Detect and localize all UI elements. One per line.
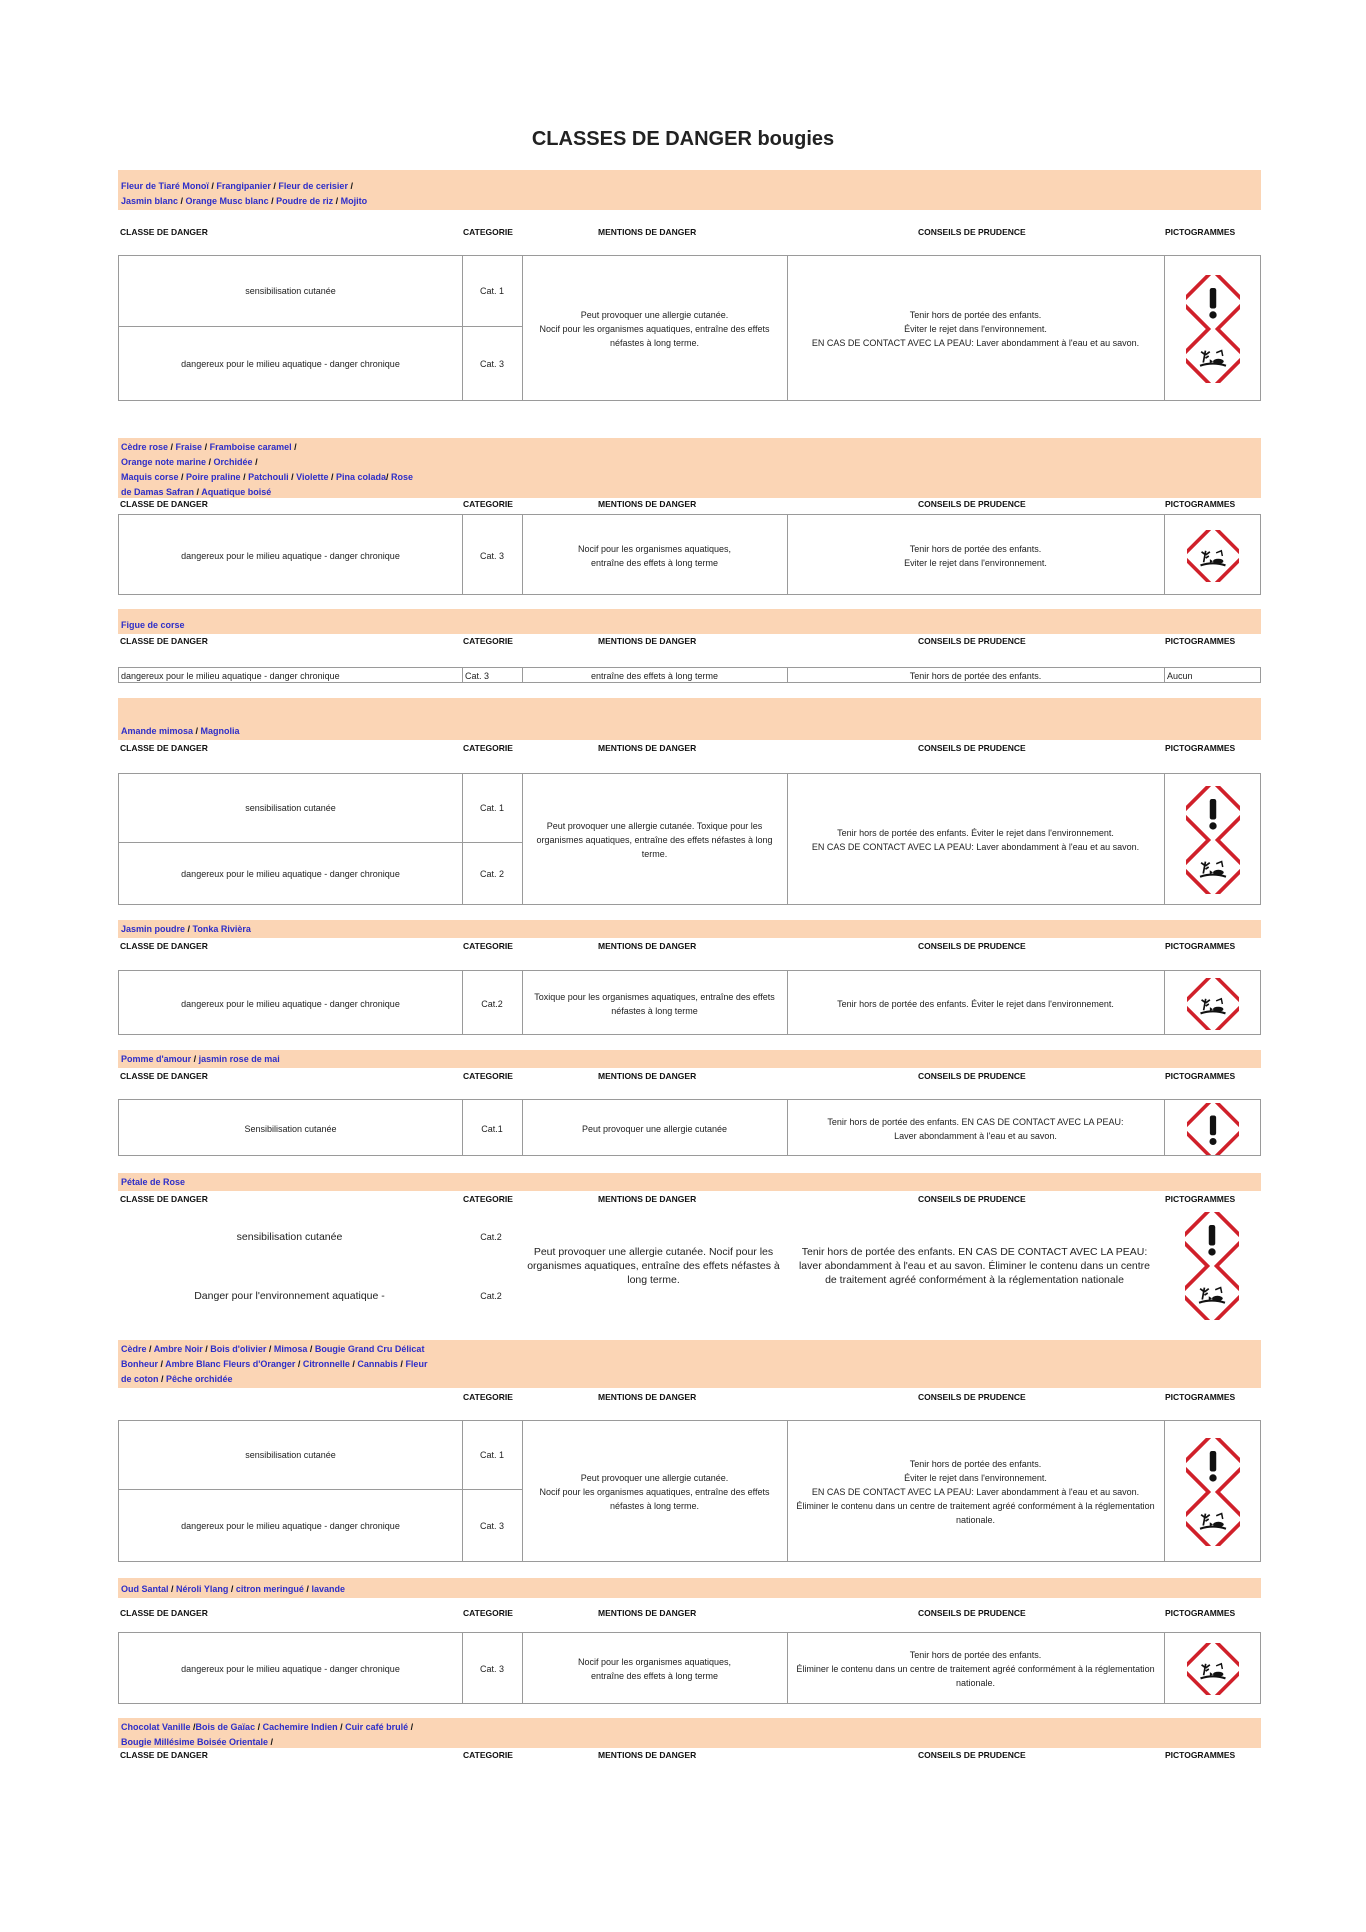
name-separator: / bbox=[266, 1344, 274, 1354]
hazard-class: sensibilisation cutanée bbox=[245, 1450, 336, 1460]
perfume-name: Orchidée bbox=[213, 457, 253, 467]
table-header bbox=[118, 636, 1261, 650]
table-header bbox=[118, 227, 1261, 241]
name-separator: / bbox=[295, 1359, 303, 1369]
perfume-names bbox=[121, 1582, 1258, 1597]
perfume-name: Mojito bbox=[340, 196, 368, 206]
header-pictogrammes: PICTOGRAMMES bbox=[1165, 1750, 1236, 1760]
hazard-table bbox=[118, 970, 1261, 1035]
perfume-name: Ambre Blanc Fleurs d'Oranger bbox=[165, 1359, 296, 1369]
perfume-names-line bbox=[121, 194, 1258, 209]
hazard-category: Cat. 3 bbox=[479, 1664, 504, 1674]
perfume-name: de coton bbox=[121, 1374, 159, 1384]
precautionary-statements: Tenir hors de portée des enfants. Éviter le rejet dans l'environnement. bbox=[837, 998, 1114, 1009]
header-conseils: CONSEILS DE PRUDENCE bbox=[918, 227, 1026, 237]
hazard-table bbox=[118, 1207, 1261, 1325]
perfume-names-line bbox=[121, 1175, 1258, 1190]
hazard-statements: Nocif pour les organismes aquatiques, entraîne des effets à long terme bbox=[577, 543, 732, 568]
table-header bbox=[118, 1608, 1261, 1622]
exclamation-hazard-icon bbox=[1185, 1212, 1239, 1266]
perfume-name: Patchouli bbox=[248, 472, 289, 482]
table-header bbox=[118, 1071, 1261, 1085]
table-header bbox=[118, 499, 1261, 513]
header-conseils: CONSEILS DE PRUDENCE bbox=[918, 499, 1026, 509]
column-divider bbox=[1164, 256, 1165, 400]
name-separator: / bbox=[158, 1359, 166, 1369]
perfume-name: Fleur bbox=[405, 1359, 428, 1369]
header-mentions: MENTIONS DE DANGER bbox=[598, 1750, 697, 1760]
hazard-class: Sensibilisation cutanée bbox=[244, 1123, 337, 1134]
precautionary-statements: Tenir hors de portée des enfants. EN CAS DE CONTACT AVEC LA PEAU: Laver abondamment à l'eau et au savon. bbox=[827, 1116, 1124, 1141]
hazard-category: Cat. 1 bbox=[479, 286, 504, 296]
name-separator: / bbox=[268, 1737, 274, 1747]
name-separator: / bbox=[190, 1722, 196, 1732]
perfume-name: Bonheur bbox=[121, 1359, 158, 1369]
perfume-name: Poire praline bbox=[186, 472, 241, 482]
environment-hazard-icon bbox=[1185, 1266, 1239, 1320]
hazard-table bbox=[118, 1632, 1261, 1704]
perfume-name: Fraise bbox=[175, 442, 203, 452]
precautionary-statements: Tenir hors de portée des enfants. Éviter le rejet dans l'environnement. EN CAS DE CONTACT AVEC LA PEAU: Laver abondamment à l'eau et au savon. Éliminer le contenu dans un centre de traitement agréé conformément à la réglementation nationale. bbox=[796, 1459, 1155, 1525]
header-mentions: MENTIONS DE DANGER bbox=[598, 1392, 697, 1402]
perfume-names-line bbox=[121, 618, 1258, 633]
hazard-category: Cat.2 bbox=[480, 1291, 502, 1301]
name-separator: / bbox=[208, 181, 217, 191]
perfume-name: Violette bbox=[296, 472, 329, 482]
perfume-name: citron meringué bbox=[235, 1584, 304, 1594]
table-header bbox=[118, 1750, 1261, 1764]
hazard-table bbox=[118, 773, 1261, 905]
table-header bbox=[118, 1392, 1261, 1406]
perfume-names bbox=[121, 922, 1258, 937]
perfume-name: Orange note marine bbox=[121, 457, 207, 467]
perfume-name: Orange Musc blanc bbox=[185, 196, 269, 206]
perfume-name: Cachemire Indien bbox=[262, 1722, 338, 1732]
name-separator: / bbox=[202, 1344, 211, 1354]
header-conseils: CONSEILS DE PRUDENCE bbox=[918, 1194, 1026, 1204]
perfume-name: Fleur de cerisier bbox=[278, 181, 348, 191]
header-mentions: MENTIONS DE DANGER bbox=[598, 1071, 697, 1081]
header-conseils: CONSEILS DE PRUDENCE bbox=[918, 1750, 1026, 1760]
column-divider bbox=[1164, 971, 1165, 1034]
perfume-names-line bbox=[121, 1342, 1258, 1357]
perfume-name: de Damas Safran bbox=[121, 487, 195, 497]
perfume-names bbox=[121, 1342, 1258, 1387]
name-separator: / bbox=[328, 472, 336, 482]
perfume-names bbox=[121, 440, 1258, 500]
perfume-name: Pomme d'amour bbox=[121, 1054, 192, 1064]
header-categorie: CATEGORIE bbox=[463, 1071, 513, 1081]
hazard-table bbox=[118, 1420, 1261, 1562]
perfume-names-band bbox=[118, 170, 1261, 210]
hazard-statements: Peut provoquer une allergie cutanée. Nocif pour les organismes aquatiques, entraîne des effets néfastes à long terme. bbox=[539, 1473, 770, 1511]
perfume-names-band bbox=[118, 1173, 1261, 1191]
perfume-names-line bbox=[121, 179, 1258, 194]
header-pictogrammes: PICTOGRAMMES bbox=[1165, 636, 1236, 646]
hazard-statements: entraîne des effets à long terme bbox=[591, 671, 718, 681]
hazard-category: Cat.2 bbox=[480, 1232, 502, 1242]
hazard-table bbox=[118, 1099, 1261, 1156]
header-categorie: CATEGORIE bbox=[463, 499, 513, 509]
perfume-names-line bbox=[121, 1372, 1258, 1387]
perfume-names-line bbox=[121, 470, 1258, 485]
header-conseils: CONSEILS DE PRUDENCE bbox=[918, 1608, 1026, 1618]
header-classe: CLASSE DE DANGER bbox=[120, 1071, 208, 1081]
perfume-name: Mimosa bbox=[273, 1344, 308, 1354]
hazard-statements: Peut provoquer une allergie cutanée. Toxique pour les organismes aquatiques, entraîne des effets néfastes à long terme. bbox=[536, 821, 773, 859]
perfume-name: Figue de corse bbox=[121, 620, 185, 630]
name-separator: / bbox=[303, 1584, 312, 1594]
perfume-name: Néroli Ylang bbox=[176, 1584, 229, 1594]
perfume-names-line bbox=[121, 440, 1258, 455]
hazard-class: sensibilisation cutanée bbox=[245, 803, 336, 813]
header-categorie: CATEGORIE bbox=[463, 743, 513, 753]
environment-hazard-icon bbox=[1186, 1492, 1240, 1546]
name-separator: / bbox=[255, 1722, 263, 1732]
perfume-name: Framboise caramel bbox=[209, 442, 292, 452]
name-separator: / bbox=[333, 196, 341, 206]
perfume-name: Amande mimosa bbox=[121, 726, 194, 736]
name-separator: / bbox=[291, 442, 297, 452]
header-conseils: CONSEILS DE PRUDENCE bbox=[918, 743, 1026, 753]
perfume-name: Pêche orchidée bbox=[166, 1374, 233, 1384]
name-separator: / bbox=[178, 196, 186, 206]
header-pictogrammes: PICTOGRAMMES bbox=[1165, 1392, 1236, 1402]
hazard-class: dangereux pour le milieu aquatique - danger chronique bbox=[181, 1521, 400, 1531]
environment-hazard-icon bbox=[1186, 840, 1240, 894]
perfume-name: Aquatique boisé bbox=[201, 487, 272, 497]
hazard-category: Cat. 3 bbox=[479, 359, 504, 369]
hazard-statements: Peut provoquer une allergie cutanée bbox=[581, 1123, 728, 1134]
hazard-table bbox=[118, 667, 1261, 683]
column-divider bbox=[1164, 515, 1165, 594]
column-divider bbox=[1164, 774, 1165, 904]
name-separator: / bbox=[193, 726, 201, 736]
name-separator: / bbox=[349, 1359, 358, 1369]
hazard-class: dangereux pour le milieu aquatique - danger chronique bbox=[181, 359, 400, 369]
header-pictogrammes: PICTOGRAMMES bbox=[1165, 227, 1236, 237]
table-header bbox=[118, 1194, 1261, 1208]
name-separator: / bbox=[307, 1344, 315, 1354]
header-mentions: MENTIONS DE DANGER bbox=[598, 1194, 697, 1204]
name-separator: / bbox=[228, 1584, 236, 1594]
exclamation-hazard-icon bbox=[1186, 786, 1240, 840]
header-classe: CLASSE DE DANGER bbox=[120, 636, 208, 646]
perfume-names-band bbox=[118, 438, 1261, 498]
table-header bbox=[118, 941, 1261, 955]
name-separator: / bbox=[178, 472, 187, 482]
exclamation-hazard-icon bbox=[1187, 1103, 1239, 1155]
name-separator: / bbox=[158, 1374, 167, 1384]
perfume-names-band bbox=[118, 698, 1261, 740]
perfume-name: Bougie Millésime Boisée Orientale bbox=[121, 1737, 269, 1747]
name-separator: / bbox=[202, 442, 210, 452]
header-mentions: MENTIONS DE DANGER bbox=[598, 499, 697, 509]
header-classe: CLASSE DE DANGER bbox=[120, 941, 208, 951]
column-divider bbox=[1164, 1100, 1165, 1155]
hazard-class: sensibilisation cutanée bbox=[236, 1231, 343, 1243]
perfume-names-band bbox=[118, 1340, 1261, 1388]
header-pictogrammes: PICTOGRAMMES bbox=[1165, 499, 1236, 509]
hazard-category: Cat.1 bbox=[481, 1123, 503, 1134]
perfume-name: Chocolat Vanille bbox=[121, 1722, 191, 1732]
perfume-name: Rose bbox=[391, 472, 414, 482]
perfume-name: Jasmin blanc bbox=[121, 196, 179, 206]
perfume-names bbox=[121, 724, 1258, 739]
name-separator: / bbox=[408, 1722, 414, 1732]
header-mentions: MENTIONS DE DANGER bbox=[598, 941, 697, 951]
header-categorie: CATEGORIE bbox=[463, 941, 513, 951]
pictogram-none: Aucun bbox=[1167, 671, 1193, 681]
perfume-name: Cèdre rose bbox=[121, 442, 169, 452]
header-conseils: CONSEILS DE PRUDENCE bbox=[918, 941, 1026, 951]
perfume-names bbox=[121, 1052, 1258, 1067]
perfume-name: Pétale de Rose bbox=[121, 1177, 186, 1187]
name-separator: / bbox=[347, 181, 353, 191]
header-categorie: CATEGORIE bbox=[463, 1392, 513, 1402]
precautionary-statements: Tenir hors de portée des enfants. Éviter le rejet dans l'environnement. EN CAS DE CONTACT AVEC LA PEAU: Laver abondamment à l'eau et au savon. bbox=[811, 828, 1140, 852]
header-mentions: MENTIONS DE DANGER bbox=[598, 1608, 697, 1618]
hazard-statements: Peut provoquer une allergie cutanée. Nocif pour les organismes aquatiques, entraîne des effets néfastes à long terme. bbox=[527, 1246, 780, 1286]
perfume-names-line bbox=[121, 1357, 1258, 1372]
hazard-class: dangereux pour le milieu aquatique - danger chronique bbox=[181, 869, 400, 879]
perfume-names-band bbox=[118, 609, 1261, 634]
header-categorie: CATEGORIE bbox=[463, 1194, 513, 1204]
hazard-class: dangereux pour le milieu aquatique - danger chronique bbox=[181, 550, 400, 561]
header-classe: CLASSE DE DANGER bbox=[120, 1608, 208, 1618]
header-classe: CLASSE DE DANGER bbox=[120, 227, 208, 237]
name-separator: / bbox=[288, 472, 297, 482]
header-categorie: CATEGORIE bbox=[463, 1750, 513, 1760]
perfume-names-line bbox=[121, 724, 1258, 739]
perfume-name: Tonka Rivièra bbox=[192, 924, 251, 934]
precautionary-statements: Tenir hors de portée des enfants. bbox=[909, 671, 1042, 681]
precautionary-statements: Tenir hors de portée des enfants. Éliminer le contenu dans un centre de traitement agréé conformément à la réglementation nationale. bbox=[796, 1650, 1155, 1688]
perfume-name: Citronnelle bbox=[302, 1359, 350, 1369]
hazard-class: dangereux pour le milieu aquatique - danger chronique bbox=[181, 1664, 400, 1674]
perfume-name: Bougie Grand Cru Délicat bbox=[314, 1344, 425, 1354]
perfume-names-band bbox=[118, 1050, 1261, 1068]
perfume-names-line bbox=[121, 1735, 1258, 1750]
name-separator: / bbox=[337, 1722, 346, 1732]
perfume-name: jasmin rose de mai bbox=[198, 1054, 280, 1064]
header-pictogrammes: PICTOGRAMMES bbox=[1165, 941, 1236, 951]
name-separator: / bbox=[397, 1359, 406, 1369]
name-separator: / bbox=[240, 472, 249, 482]
header-categorie: CATEGORIE bbox=[463, 227, 513, 237]
name-separator: / bbox=[206, 457, 214, 467]
perfume-names bbox=[121, 618, 1258, 633]
hazard-table bbox=[118, 255, 1261, 401]
perfume-name: Frangipanier bbox=[216, 181, 271, 191]
perfume-name: Magnolia bbox=[200, 726, 240, 736]
header-mentions: MENTIONS DE DANGER bbox=[598, 227, 697, 237]
precautionary-statements: Tenir hors de portée des enfants. Éviter le rejet dans l'environnement. EN CAS DE CONTACT AVEC LA PEAU: Laver abondamment à l'eau et au savon. bbox=[811, 310, 1140, 348]
header-pictogrammes: PICTOGRAMMES bbox=[1165, 1194, 1236, 1204]
perfume-name: Fleur de Tiaré Monoï bbox=[121, 181, 209, 191]
name-separator: / bbox=[191, 1054, 199, 1064]
name-separator: / bbox=[270, 181, 279, 191]
header-categorie: CATEGORIE bbox=[463, 636, 513, 646]
header-conseils: CONSEILS DE PRUDENCE bbox=[918, 1392, 1026, 1402]
hazard-category: Cat. 3 bbox=[479, 550, 504, 561]
name-separator: / bbox=[386, 472, 392, 482]
header-pictogrammes: PICTOGRAMMES bbox=[1165, 1608, 1236, 1618]
perfume-names-line bbox=[121, 485, 1258, 500]
exclamation-hazard-icon bbox=[1186, 1438, 1240, 1492]
column-divider bbox=[1164, 1633, 1165, 1703]
hazard-category: Cat. 2 bbox=[479, 869, 504, 879]
name-separator: / bbox=[185, 924, 193, 934]
hazard-class: dangereux pour le milieu aquatique - danger chronique bbox=[181, 998, 400, 1009]
perfume-names bbox=[121, 1720, 1258, 1750]
perfume-name: Oud Santal bbox=[121, 1584, 169, 1594]
name-separator: / bbox=[168, 1584, 177, 1594]
header-mentions: MENTIONS DE DANGER bbox=[598, 636, 697, 646]
hazard-category: Cat. 1 bbox=[479, 803, 504, 813]
header-pictogrammes: PICTOGRAMMES bbox=[1165, 1071, 1236, 1081]
hazard-class: dangereux pour le milieu aquatique - danger chronique bbox=[121, 671, 340, 681]
perfume-name: lavande bbox=[311, 1584, 345, 1594]
environment-hazard-icon bbox=[1187, 1643, 1239, 1695]
perfume-names-line bbox=[121, 455, 1258, 470]
perfume-name: Cèdre bbox=[121, 1344, 147, 1354]
perfume-name: Jasmin poudre bbox=[121, 924, 186, 934]
precautionary-statements: Tenir hors de portée des enfants. EN CAS DE CONTACT AVEC LA PEAU: laver abondamment à l'eau et au savon. Éliminer le contenu dans un centre de traitement agréé conformément à la réglementation nationale bbox=[798, 1246, 1151, 1286]
hazard-category: Cat.2 bbox=[481, 998, 503, 1009]
perfume-name: Maquis corse bbox=[121, 472, 179, 482]
perfume-names bbox=[121, 179, 1258, 209]
perfume-names-line bbox=[121, 922, 1258, 937]
hazard-category: Cat. 3 bbox=[465, 671, 490, 681]
perfume-names-band bbox=[118, 1718, 1261, 1748]
header-conseils: CONSEILS DE PRUDENCE bbox=[918, 636, 1026, 646]
perfume-names bbox=[121, 1175, 1258, 1190]
perfume-names-line bbox=[121, 1720, 1258, 1735]
perfume-name: Cannabis bbox=[357, 1359, 398, 1369]
perfume-name: Bois de Gaïac bbox=[195, 1722, 256, 1732]
name-separator: / bbox=[146, 1344, 154, 1354]
name-separator: / bbox=[268, 196, 277, 206]
perfume-names-band bbox=[118, 920, 1261, 938]
name-separator: / bbox=[168, 442, 176, 452]
header-classe: CLASSE DE DANGER bbox=[120, 743, 208, 753]
environment-hazard-icon bbox=[1187, 530, 1239, 582]
perfume-name: Ambre Noir bbox=[153, 1344, 203, 1354]
header-categorie: CATEGORIE bbox=[463, 1608, 513, 1618]
perfume-name: Pina colada bbox=[335, 472, 387, 482]
document-title: CLASSES DE DANGER bougies bbox=[531, 128, 835, 150]
header-classe: CLASSE DE DANGER bbox=[120, 499, 208, 509]
header-classe: CLASSE DE DANGER bbox=[120, 1750, 208, 1760]
hazard-table bbox=[118, 514, 1261, 595]
perfume-names-line bbox=[121, 1052, 1258, 1067]
perfume-name: Cuir café brulé bbox=[345, 1722, 409, 1732]
hazard-statements: Peut provoquer une allergie cutanée. Nocif pour les organismes aquatiques, entraîne des effets néfastes à long terme. bbox=[539, 310, 770, 348]
hazard-category: Cat. 3 bbox=[479, 1521, 504, 1531]
header-pictogrammes: PICTOGRAMMES bbox=[1165, 743, 1236, 753]
perfume-names-band bbox=[118, 1578, 1261, 1598]
table-header bbox=[118, 743, 1261, 757]
environment-hazard-icon bbox=[1187, 978, 1239, 1030]
hazard-class: sensibilisation cutanée bbox=[245, 286, 336, 296]
header-classe: CLASSE DE DANGER bbox=[120, 1194, 208, 1204]
hazard-class: Danger pour l'environnement aquatique - bbox=[194, 1290, 385, 1302]
exclamation-hazard-icon bbox=[1186, 275, 1240, 329]
name-separator: / bbox=[194, 487, 202, 497]
environment-hazard-icon bbox=[1186, 329, 1240, 383]
hazard-statements: Toxique pour les organismes aquatiques, entraîne des effets néfastes à long terme bbox=[534, 991, 775, 1016]
name-separator: / bbox=[252, 457, 258, 467]
column-divider bbox=[1164, 1421, 1165, 1561]
header-conseils: CONSEILS DE PRUDENCE bbox=[918, 1071, 1026, 1081]
perfume-name: Poudre de riz bbox=[276, 196, 334, 206]
perfume-names-line bbox=[121, 1582, 1258, 1597]
hazard-category: Cat. 1 bbox=[479, 1450, 504, 1460]
perfume-name: Bois d'olivier bbox=[210, 1344, 267, 1354]
hazard-statements: Nocif pour les organismes aquatiques, entraîne des effets à long terme bbox=[577, 1657, 732, 1681]
precautionary-statements: Tenir hors de portée des enfants. Eviter le rejet dans l'environnement. bbox=[904, 543, 1047, 568]
header-mentions: MENTIONS DE DANGER bbox=[598, 743, 697, 753]
